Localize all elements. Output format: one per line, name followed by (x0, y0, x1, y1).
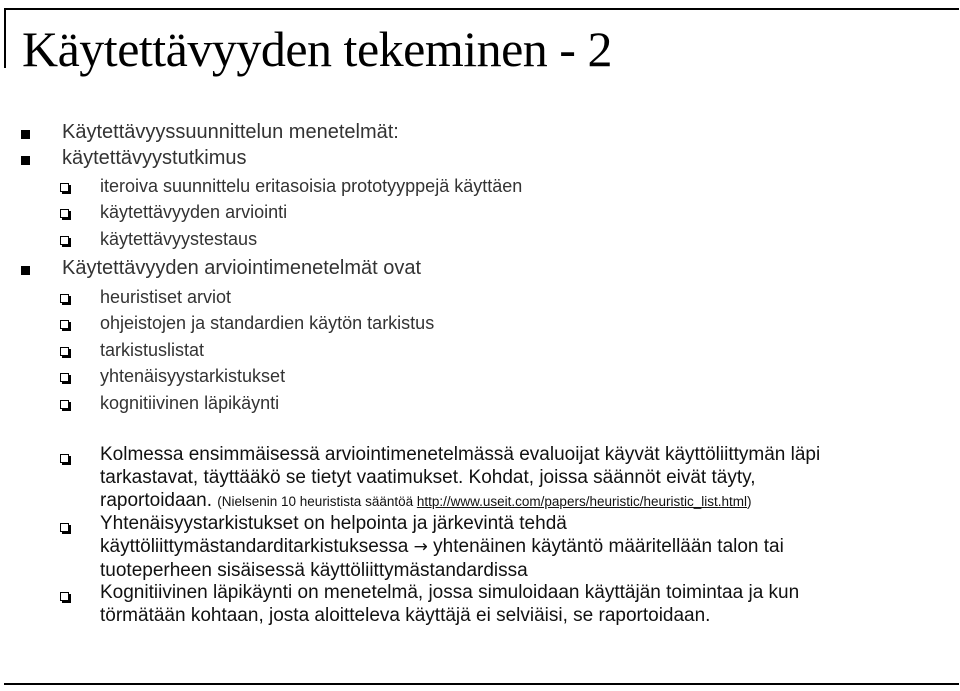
list-item: yhtenäisyystarkistukset (100, 366, 286, 386)
square-bullet-icon (21, 130, 30, 139)
hollow-square-bullet-icon (60, 523, 69, 532)
heuristics-link[interactable]: http://www.useit.com/papers/heuristic/heuristic_list.html (416, 494, 747, 509)
paragraph-cognitive (100, 581, 940, 627)
paragraph-text: käyttöliittymästandarditarkistuksessa (100, 536, 409, 557)
list-item: iteroiva suunnittelu eritasoisia prototyyppejä käyttäen (100, 176, 523, 196)
square-bullet-icon (21, 266, 30, 275)
paragraph-line: Yhtenäisyystarkistukset on helpointa ja järkevintä tehdä (100, 513, 567, 534)
paragraph-line: Kolmessa ensimmäisessä arviointimenetelmässä evaluoijat käyvät käyttöliittymän läpi (100, 444, 821, 465)
hollow-square-bullet-icon (60, 592, 69, 601)
hollow-square-bullet-icon (60, 183, 69, 192)
paragraph-text: yhtenäinen käytäntö määritellään talon tai (433, 536, 784, 557)
list-item: käytettävyyden arviointi (100, 202, 288, 222)
paragraph-line (100, 535, 940, 559)
hollow-square-bullet-icon (60, 347, 69, 356)
square-bullet-icon (21, 156, 30, 165)
paragraph-consistency (100, 512, 940, 582)
arrow-right-icon: → (413, 537, 428, 557)
slide-title: Käytettävyyden tekeminen - 2 (22, 21, 612, 77)
reference-note (217, 494, 751, 509)
paragraph-evaluation (100, 443, 940, 513)
hollow-square-bullet-icon (60, 373, 69, 382)
list-item: käytettävyystutkimus (62, 147, 247, 169)
paragraph-line: törmätään kohtaan, josta aloitteleva käyttäjä ei selviäisi, se raportoidaan. (100, 605, 711, 626)
reference-prefix: (Nielsenin 10 heuristista sääntöä (217, 494, 417, 509)
paragraph-line: tarkastavat, täyttääkö se tietyt vaatimukset. Kohdat, joissa säännöt eivät täyty, (100, 467, 756, 488)
hollow-square-bullet-icon (60, 400, 69, 409)
top-rule (4, 8, 959, 10)
list-item: Käytettävyyssuunnittelun menetelmät: (62, 121, 399, 143)
hollow-square-bullet-icon (60, 454, 69, 463)
paragraph-text: raportoidaan. (100, 490, 212, 511)
list-item: tarkistuslistat (100, 340, 205, 360)
list-item: Käytettävyyden arviointimenetelmät ovat (62, 257, 422, 279)
list-item: kognitiivinen läpikäynti (100, 393, 280, 413)
hollow-square-bullet-icon (60, 320, 69, 329)
list-item: ohjeistojen ja standardien käytön tarkistus (100, 313, 435, 333)
paragraph-line: Kognitiivinen läpikäynti on menetelmä, jossa simuloidaan käyttäjän toimintaa ja kun (100, 582, 800, 603)
list-item: heuristiset arviot (100, 287, 232, 307)
hollow-square-bullet-icon (60, 209, 69, 218)
bottom-rule (4, 683, 959, 685)
paragraph-line: tuoteperheen sisäisessä käyttöliittymästandardissa (100, 560, 528, 581)
paragraph-line (100, 489, 940, 513)
hollow-square-bullet-icon (60, 236, 69, 245)
top-left-rule (4, 8, 6, 68)
hollow-square-bullet-icon (60, 294, 69, 303)
reference-suffix: ) (747, 494, 752, 509)
list-item: käytettävyystestaus (100, 229, 258, 249)
